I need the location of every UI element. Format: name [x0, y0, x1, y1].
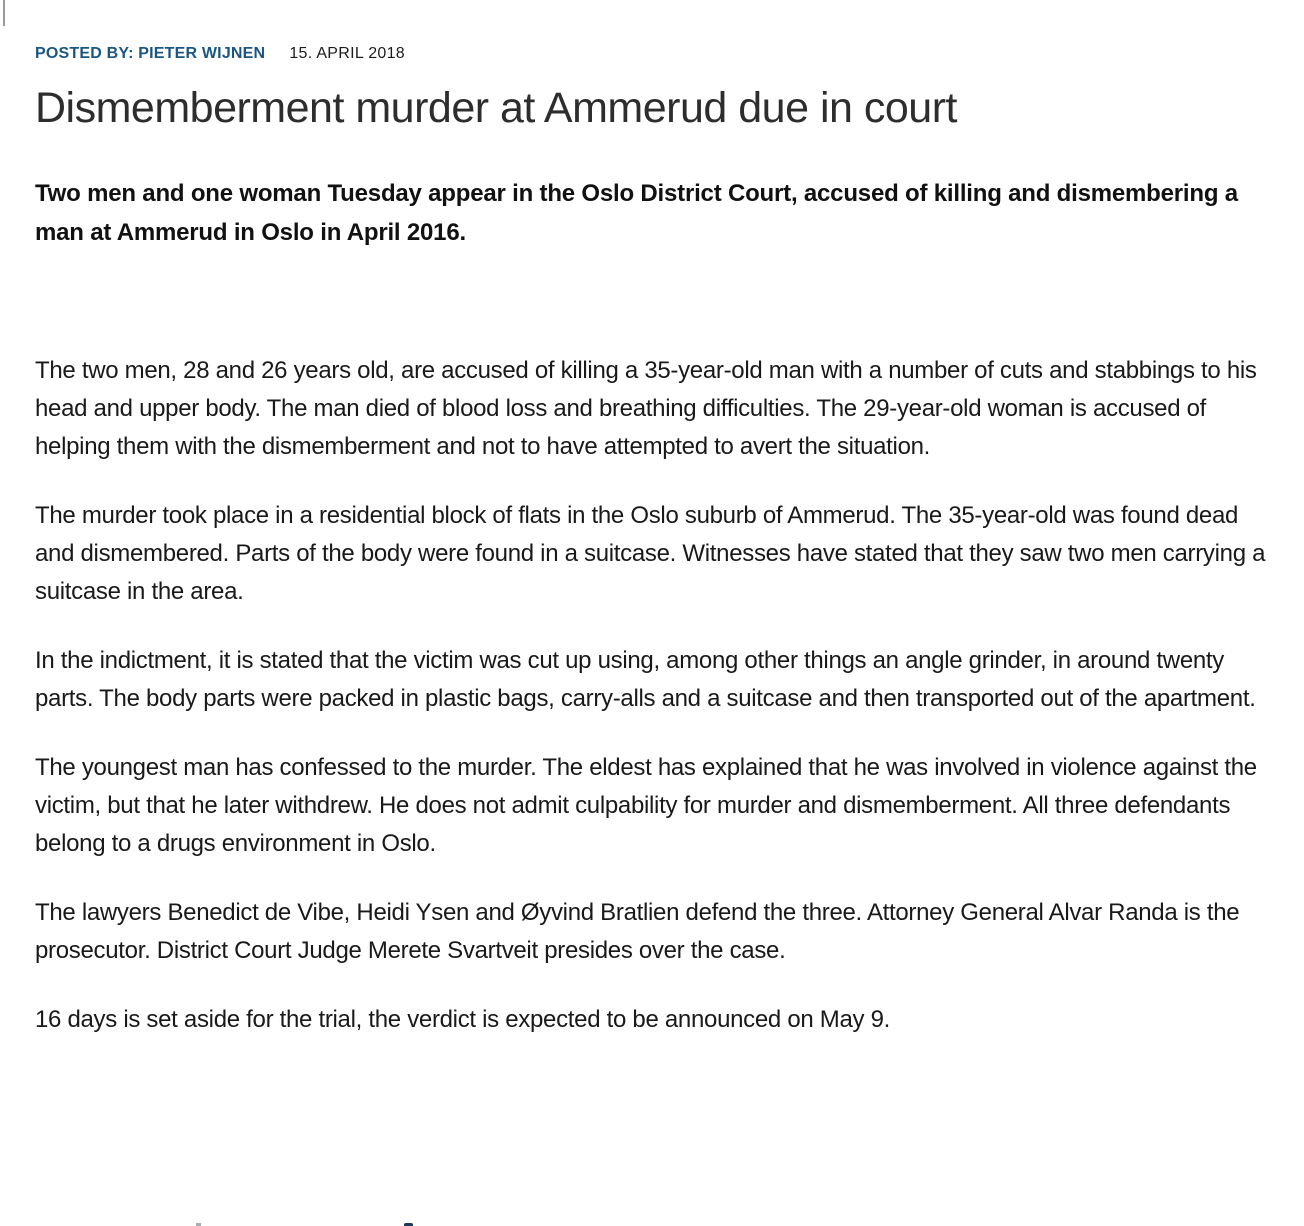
left-edge-artifact [3, 0, 5, 26]
author-link[interactable]: POSTED BY: PIETER WIJNEN [35, 45, 266, 62]
article-body [35, 352, 1272, 1039]
article-paragraph: In the indictment, it is stated that the victim was cut up using, among other things an angle grinder, in around twenty parts. The body parts were packed in plastic bags, carry-alls and a suitcase and then transported out of the apartment. [35, 647, 1256, 712]
article-paragraph: The two men, 28 and 26 years old, are accused of killing a 35-year-old man with a number of cuts and stabbings to his head and upper body. The man died of blood loss and breathing difficulties. The 29-year-old woman is accused of helping them with the dismemberment and not to have attempted to avert the situation. [35, 357, 1257, 460]
article-paragraph: The lawyers Benedict de Vibe, Heidi Ysen and Øyvind Bratlien defend the three. Attorney General Alvar Randa is the prosecutor. District Court Judge Merete Svartveit presides over the case. [35, 899, 1240, 964]
post-date: 15. APRIL 2018 [289, 45, 406, 62]
byline [35, 45, 1272, 63]
article-paragraph: The youngest man has confessed to the murder. The eldest has explained that he was involved in violence against the victim, but that he later withdrew. He does not admit culpability for murder and dismemberment. All three defendants belong to a drugs environment in Oslo. [35, 754, 1257, 857]
article-paragraph: The murder took place in a residential block of flats in the Oslo suburb of Ammerud. The 35-year-old was found dead and dismembered. Parts of the body were found in a suitcase. Witnesses have stated that they saw two men carrying a suitcase in the area. [35, 502, 1266, 605]
article-title: Dismemberment murder at Ammerud due in court [35, 84, 957, 132]
article-lede: Two men and one woman Tuesday appear in the Oslo District Court, accused of killing and dismembering a man at Ammerud in Oslo in April 2016. [35, 180, 1238, 246]
article-paragraph: 16 days is set aside for the trial, the verdict is expected to be announced on May 9. [35, 1006, 891, 1033]
